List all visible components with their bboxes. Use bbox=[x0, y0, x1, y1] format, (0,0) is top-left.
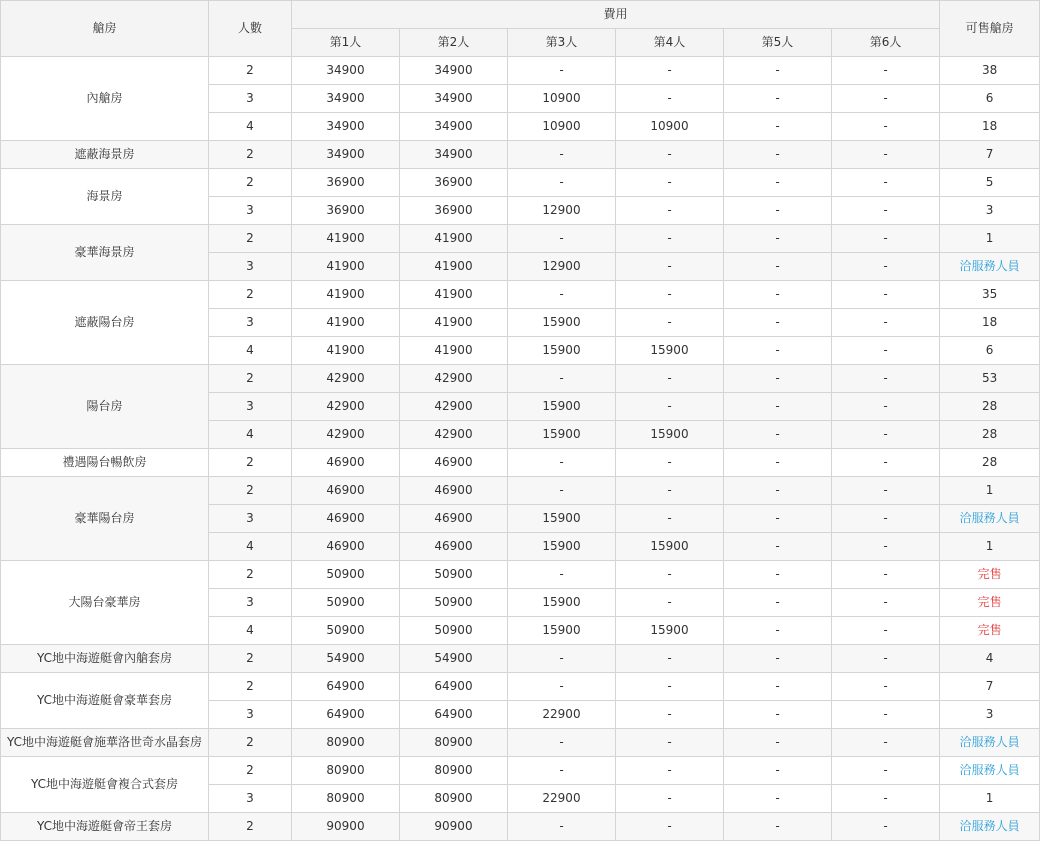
price-cell-person-6: - bbox=[832, 253, 940, 281]
price-cell-person-4: - bbox=[616, 281, 724, 309]
price-cell-person-2: 41900 bbox=[400, 309, 508, 337]
price-cell-person-4: - bbox=[616, 309, 724, 337]
room-type-cell: YC地中海遊艇會豪華套房 bbox=[1, 673, 209, 729]
price-cell-person-4: - bbox=[616, 141, 724, 169]
contact-staff-link[interactable]: 洽服務人員 bbox=[940, 729, 1040, 757]
guests-cell: 4 bbox=[209, 113, 292, 141]
price-cell-person-2: 41900 bbox=[400, 253, 508, 281]
available-count-cell: 7 bbox=[940, 673, 1040, 701]
price-cell-person-6: - bbox=[832, 477, 940, 505]
available-count-cell: 7 bbox=[940, 141, 1040, 169]
guests-cell: 2 bbox=[209, 729, 292, 757]
available-count-cell: 35 bbox=[940, 281, 1040, 309]
price-cell-person-6: - bbox=[832, 449, 940, 477]
guests-cell: 2 bbox=[209, 281, 292, 309]
price-cell-person-5: - bbox=[724, 253, 832, 281]
room-type-cell: YC地中海遊艇會內艙套房 bbox=[1, 645, 209, 673]
price-cell-person-2: 36900 bbox=[400, 169, 508, 197]
price-cell-person-6: - bbox=[832, 757, 940, 785]
fee-header: 費用 bbox=[292, 1, 940, 29]
price-cell-person-2: 34900 bbox=[400, 141, 508, 169]
price-cell-person-1: 46900 bbox=[292, 533, 400, 561]
sold-out-status: 完售 bbox=[940, 561, 1040, 589]
price-cell-person-5: - bbox=[724, 785, 832, 813]
price-cell-person-5: - bbox=[724, 141, 832, 169]
table-row bbox=[1, 813, 1040, 841]
guests-cell: 2 bbox=[209, 561, 292, 589]
price-cell-person-3: - bbox=[508, 477, 616, 505]
price-cell-person-5: - bbox=[724, 57, 832, 85]
price-cell-person-2: 41900 bbox=[400, 225, 508, 253]
room-header: 艙房 bbox=[1, 1, 209, 57]
price-cell-person-1: 34900 bbox=[292, 57, 400, 85]
price-cell-person-1: 80900 bbox=[292, 757, 400, 785]
price-cell-person-3: 15900 bbox=[508, 337, 616, 365]
price-cell-person-4: - bbox=[616, 197, 724, 225]
price-cell-person-1: 50900 bbox=[292, 561, 400, 589]
person-5-header: 第5人 bbox=[724, 29, 832, 57]
price-cell-person-3: - bbox=[508, 57, 616, 85]
price-cell-person-1: 46900 bbox=[292, 477, 400, 505]
price-cell-person-6: - bbox=[832, 785, 940, 813]
price-cell-person-6: - bbox=[832, 365, 940, 393]
guests-cell: 2 bbox=[209, 365, 292, 393]
price-cell-person-5: - bbox=[724, 505, 832, 533]
contact-staff-link[interactable]: 洽服務人員 bbox=[940, 505, 1040, 533]
price-cell-person-6: - bbox=[832, 337, 940, 365]
price-cell-person-2: 42900 bbox=[400, 393, 508, 421]
sold-out-status: 完售 bbox=[940, 589, 1040, 617]
room-type-cell: 陽台房 bbox=[1, 365, 209, 449]
price-cell-person-6: - bbox=[832, 197, 940, 225]
price-cell-person-6: - bbox=[832, 169, 940, 197]
guests-cell: 2 bbox=[209, 757, 292, 785]
person-1-header: 第1人 bbox=[292, 29, 400, 57]
guests-cell: 3 bbox=[209, 785, 292, 813]
price-cell-person-1: 41900 bbox=[292, 309, 400, 337]
room-type-cell: 大陽台豪華房 bbox=[1, 561, 209, 645]
price-cell-person-3: - bbox=[508, 365, 616, 393]
available-count-cell: 1 bbox=[940, 477, 1040, 505]
guests-cell: 4 bbox=[209, 533, 292, 561]
price-cell-person-2: 34900 bbox=[400, 85, 508, 113]
price-cell-person-4: 15900 bbox=[616, 337, 724, 365]
available-count-cell: 38 bbox=[940, 57, 1040, 85]
table-row bbox=[1, 561, 1040, 589]
table-row bbox=[1, 57, 1040, 85]
available-header: 可售艙房 bbox=[940, 1, 1040, 57]
price-cell-person-3: 15900 bbox=[508, 617, 616, 645]
price-cell-person-4: - bbox=[616, 225, 724, 253]
price-cell-person-6: - bbox=[832, 225, 940, 253]
price-cell-person-2: 46900 bbox=[400, 533, 508, 561]
price-cell-person-5: - bbox=[724, 393, 832, 421]
available-count-cell: 3 bbox=[940, 197, 1040, 225]
guests-cell: 2 bbox=[209, 645, 292, 673]
price-cell-person-4: - bbox=[616, 813, 724, 841]
price-cell-person-5: - bbox=[724, 85, 832, 113]
price-cell-person-2: 90900 bbox=[400, 813, 508, 841]
price-cell-person-4: - bbox=[616, 85, 724, 113]
price-cell-person-3: - bbox=[508, 757, 616, 785]
price-cell-person-4: - bbox=[616, 253, 724, 281]
price-cell-person-3: 15900 bbox=[508, 505, 616, 533]
price-cell-person-5: - bbox=[724, 169, 832, 197]
price-cell-person-1: 34900 bbox=[292, 85, 400, 113]
available-count-cell: 18 bbox=[940, 309, 1040, 337]
price-cell-person-3: 22900 bbox=[508, 785, 616, 813]
price-cell-person-1: 80900 bbox=[292, 785, 400, 813]
price-cell-person-4: 15900 bbox=[616, 533, 724, 561]
price-cell-person-4: - bbox=[616, 169, 724, 197]
price-cell-person-1: 46900 bbox=[292, 505, 400, 533]
price-cell-person-5: - bbox=[724, 533, 832, 561]
guests-cell: 3 bbox=[209, 701, 292, 729]
price-cell-person-2: 41900 bbox=[400, 281, 508, 309]
guests-cell: 3 bbox=[209, 253, 292, 281]
price-cell-person-5: - bbox=[724, 617, 832, 645]
guests-cell: 3 bbox=[209, 85, 292, 113]
price-cell-person-6: - bbox=[832, 393, 940, 421]
price-cell-person-3: - bbox=[508, 141, 616, 169]
price-cell-person-2: 80900 bbox=[400, 785, 508, 813]
price-cell-person-5: - bbox=[724, 309, 832, 337]
room-type-cell: 豪華陽台房 bbox=[1, 477, 209, 561]
table-row bbox=[1, 225, 1040, 253]
available-count-cell: 28 bbox=[940, 421, 1040, 449]
price-cell-person-1: 90900 bbox=[292, 813, 400, 841]
price-cell-person-5: - bbox=[724, 477, 832, 505]
price-cell-person-2: 50900 bbox=[400, 561, 508, 589]
person-2-header: 第2人 bbox=[400, 29, 508, 57]
price-cell-person-5: - bbox=[724, 813, 832, 841]
table-row bbox=[1, 729, 1040, 757]
guests-cell: 4 bbox=[209, 421, 292, 449]
available-count-cell: 18 bbox=[940, 113, 1040, 141]
price-cell-person-3: 15900 bbox=[508, 393, 616, 421]
price-cell-person-6: - bbox=[832, 533, 940, 561]
price-cell-person-4: - bbox=[616, 57, 724, 85]
price-cell-person-4: 10900 bbox=[616, 113, 724, 141]
price-cell-person-2: 46900 bbox=[400, 449, 508, 477]
price-cell-person-2: 41900 bbox=[400, 337, 508, 365]
available-count-cell: 53 bbox=[940, 365, 1040, 393]
available-count-cell: 3 bbox=[940, 701, 1040, 729]
price-cell-person-3: 10900 bbox=[508, 85, 616, 113]
price-cell-person-4: 15900 bbox=[616, 617, 724, 645]
table-body bbox=[1, 57, 1040, 841]
price-cell-person-3: 15900 bbox=[508, 421, 616, 449]
person-6-header: 第6人 bbox=[832, 29, 940, 57]
price-cell-person-4: 15900 bbox=[616, 421, 724, 449]
price-cell-person-4: - bbox=[616, 561, 724, 589]
guests-header: 人數 bbox=[209, 1, 292, 57]
price-cell-person-3: - bbox=[508, 225, 616, 253]
guests-cell: 2 bbox=[209, 673, 292, 701]
available-count-cell: 6 bbox=[940, 85, 1040, 113]
price-cell-person-3: - bbox=[508, 673, 616, 701]
price-cell-person-4: - bbox=[616, 365, 724, 393]
price-cell-person-1: 42900 bbox=[292, 365, 400, 393]
price-cell-person-3: - bbox=[508, 813, 616, 841]
price-cell-person-2: 64900 bbox=[400, 673, 508, 701]
price-cell-person-3: 22900 bbox=[508, 701, 616, 729]
guests-cell: 3 bbox=[209, 505, 292, 533]
available-count-cell: 5 bbox=[940, 169, 1040, 197]
contact-staff-link[interactable]: 洽服務人員 bbox=[940, 253, 1040, 281]
price-cell-person-5: - bbox=[724, 225, 832, 253]
price-cell-person-6: - bbox=[832, 57, 940, 85]
room-type-cell: 遮蔽海景房 bbox=[1, 141, 209, 169]
price-cell-person-4: - bbox=[616, 673, 724, 701]
room-type-cell: 內艙房 bbox=[1, 57, 209, 141]
table-row bbox=[1, 281, 1040, 309]
available-count-cell: 28 bbox=[940, 393, 1040, 421]
price-cell-person-4: - bbox=[616, 449, 724, 477]
price-cell-person-5: - bbox=[724, 757, 832, 785]
table-row bbox=[1, 449, 1040, 477]
guests-cell: 2 bbox=[209, 813, 292, 841]
price-cell-person-3: - bbox=[508, 281, 616, 309]
price-cell-person-2: 34900 bbox=[400, 113, 508, 141]
price-cell-person-5: - bbox=[724, 729, 832, 757]
price-cell-person-5: - bbox=[724, 449, 832, 477]
table-row bbox=[1, 673, 1040, 701]
table-row bbox=[1, 645, 1040, 673]
price-cell-person-6: - bbox=[832, 729, 940, 757]
price-cell-person-3: 12900 bbox=[508, 197, 616, 225]
price-cell-person-6: - bbox=[832, 701, 940, 729]
guests-cell: 4 bbox=[209, 337, 292, 365]
table-row bbox=[1, 477, 1040, 505]
price-cell-person-4: - bbox=[616, 477, 724, 505]
available-count-cell: 1 bbox=[940, 785, 1040, 813]
price-cell-person-6: - bbox=[832, 113, 940, 141]
price-cell-person-1: 80900 bbox=[292, 729, 400, 757]
price-cell-person-1: 34900 bbox=[292, 113, 400, 141]
price-cell-person-2: 42900 bbox=[400, 421, 508, 449]
price-cell-person-5: - bbox=[724, 365, 832, 393]
guests-cell: 4 bbox=[209, 617, 292, 645]
price-cell-person-6: - bbox=[832, 85, 940, 113]
available-count-cell: 6 bbox=[940, 337, 1040, 365]
guests-cell: 3 bbox=[209, 309, 292, 337]
available-count-cell: 4 bbox=[940, 645, 1040, 673]
price-cell-person-6: - bbox=[832, 141, 940, 169]
guests-cell: 2 bbox=[209, 449, 292, 477]
room-type-cell: 遮蔽陽台房 bbox=[1, 281, 209, 365]
price-cell-person-6: - bbox=[832, 561, 940, 589]
price-cell-person-1: 50900 bbox=[292, 617, 400, 645]
table-row bbox=[1, 365, 1040, 393]
price-cell-person-5: - bbox=[724, 561, 832, 589]
price-cell-person-5: - bbox=[724, 701, 832, 729]
price-cell-person-5: - bbox=[724, 673, 832, 701]
room-type-cell: YC地中海遊艇會施華洛世奇水晶套房 bbox=[1, 729, 209, 757]
price-cell-person-6: - bbox=[832, 673, 940, 701]
contact-staff-link[interactable]: 洽服務人員 bbox=[940, 757, 1040, 785]
sold-out-status: 完售 bbox=[940, 617, 1040, 645]
price-cell-person-1: 64900 bbox=[292, 673, 400, 701]
room-type-cell: YC地中海遊艇會複合式套房 bbox=[1, 757, 209, 813]
price-cell-person-1: 41900 bbox=[292, 225, 400, 253]
price-cell-person-3: - bbox=[508, 449, 616, 477]
price-cell-person-4: - bbox=[616, 757, 724, 785]
price-cell-person-6: - bbox=[832, 645, 940, 673]
room-type-cell: 海景房 bbox=[1, 169, 209, 225]
price-cell-person-6: - bbox=[832, 617, 940, 645]
price-cell-person-2: 46900 bbox=[400, 477, 508, 505]
room-type-cell: YC地中海遊艇會帝王套房 bbox=[1, 813, 209, 841]
table-header bbox=[1, 1, 1040, 57]
price-cell-person-4: - bbox=[616, 505, 724, 533]
price-cell-person-1: 64900 bbox=[292, 701, 400, 729]
price-cell-person-1: 36900 bbox=[292, 197, 400, 225]
guests-cell: 2 bbox=[209, 141, 292, 169]
price-cell-person-5: - bbox=[724, 421, 832, 449]
room-type-cell: 豪華海景房 bbox=[1, 225, 209, 281]
guests-cell: 3 bbox=[209, 589, 292, 617]
price-cell-person-2: 80900 bbox=[400, 729, 508, 757]
price-cell-person-2: 34900 bbox=[400, 57, 508, 85]
person-4-header: 第4人 bbox=[616, 29, 724, 57]
price-cell-person-2: 36900 bbox=[400, 197, 508, 225]
price-cell-person-3: 12900 bbox=[508, 253, 616, 281]
guests-cell: 2 bbox=[209, 169, 292, 197]
price-cell-person-1: 41900 bbox=[292, 253, 400, 281]
guests-cell: 3 bbox=[209, 393, 292, 421]
price-cell-person-1: 46900 bbox=[292, 449, 400, 477]
price-cell-person-6: - bbox=[832, 505, 940, 533]
price-cell-person-3: 15900 bbox=[508, 589, 616, 617]
price-cell-person-3: 10900 bbox=[508, 113, 616, 141]
price-cell-person-1: 50900 bbox=[292, 589, 400, 617]
price-cell-person-5: - bbox=[724, 281, 832, 309]
price-cell-person-2: 50900 bbox=[400, 617, 508, 645]
contact-staff-link[interactable]: 洽服務人員 bbox=[940, 813, 1040, 841]
price-cell-person-4: - bbox=[616, 645, 724, 673]
guests-cell: 2 bbox=[209, 57, 292, 85]
price-cell-person-5: - bbox=[724, 197, 832, 225]
table-row bbox=[1, 757, 1040, 785]
price-cell-person-2: 42900 bbox=[400, 365, 508, 393]
price-cell-person-6: - bbox=[832, 813, 940, 841]
price-cell-person-5: - bbox=[724, 589, 832, 617]
price-cell-person-1: 41900 bbox=[292, 337, 400, 365]
guests-cell: 2 bbox=[209, 477, 292, 505]
price-cell-person-6: - bbox=[832, 589, 940, 617]
table-row bbox=[1, 141, 1040, 169]
price-cell-person-6: - bbox=[832, 281, 940, 309]
price-cell-person-4: - bbox=[616, 785, 724, 813]
price-cell-person-3: - bbox=[508, 729, 616, 757]
price-cell-person-1: 41900 bbox=[292, 281, 400, 309]
price-cell-person-1: 54900 bbox=[292, 645, 400, 673]
available-count-cell: 1 bbox=[940, 533, 1040, 561]
price-cell-person-1: 34900 bbox=[292, 141, 400, 169]
price-cell-person-2: 50900 bbox=[400, 589, 508, 617]
price-cell-person-4: - bbox=[616, 589, 724, 617]
price-cell-person-4: - bbox=[616, 393, 724, 421]
guests-cell: 2 bbox=[209, 225, 292, 253]
price-cell-person-5: - bbox=[724, 337, 832, 365]
price-cell-person-4: - bbox=[616, 701, 724, 729]
price-cell-person-3: - bbox=[508, 169, 616, 197]
price-cell-person-5: - bbox=[724, 645, 832, 673]
price-cell-person-1: 42900 bbox=[292, 421, 400, 449]
price-cell-person-3: - bbox=[508, 645, 616, 673]
price-cell-person-6: - bbox=[832, 421, 940, 449]
price-cell-person-2: 46900 bbox=[400, 505, 508, 533]
price-cell-person-2: 64900 bbox=[400, 701, 508, 729]
price-cell-person-1: 36900 bbox=[292, 169, 400, 197]
price-cell-person-6: - bbox=[832, 309, 940, 337]
price-cell-person-3: - bbox=[508, 561, 616, 589]
price-cell-person-4: - bbox=[616, 729, 724, 757]
available-count-cell: 28 bbox=[940, 449, 1040, 477]
available-count-cell: 1 bbox=[940, 225, 1040, 253]
price-cell-person-2: 80900 bbox=[400, 757, 508, 785]
room-type-cell: 禮遇陽台暢飲房 bbox=[1, 449, 209, 477]
person-3-header: 第3人 bbox=[508, 29, 616, 57]
price-cell-person-3: 15900 bbox=[508, 309, 616, 337]
price-cell-person-5: - bbox=[724, 113, 832, 141]
price-cell-person-3: 15900 bbox=[508, 533, 616, 561]
table-row bbox=[1, 169, 1040, 197]
guests-cell: 3 bbox=[209, 197, 292, 225]
price-cell-person-2: 54900 bbox=[400, 645, 508, 673]
price-cell-person-1: 42900 bbox=[292, 393, 400, 421]
